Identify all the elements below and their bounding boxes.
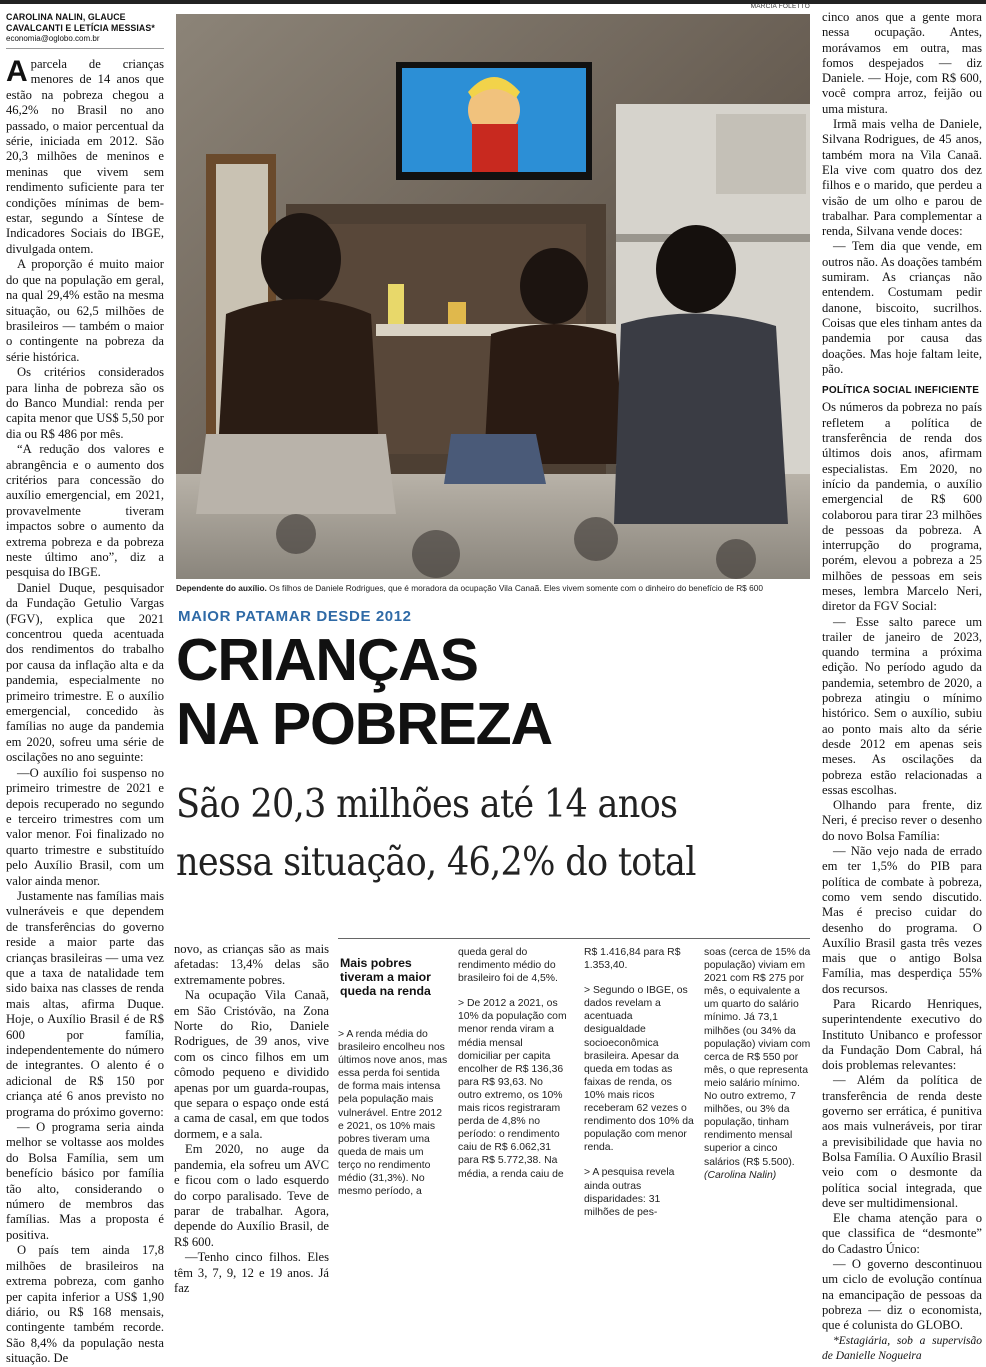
sidebar-item: > De 2012 a 2021, os 10% da população com menor renda viram a média mensal domiciliar per capita encolher de R$ 136,36 para R$ 93,63. No outro extremo, os 10% mais ricos registraram perda de 4,8% no período: o rendimento caiu de R$ 6.062,31 para R$ 5.772,38. Na média, a renda caiu de (458, 998, 567, 1180)
paragraph: — Esse salto parece um trailer de janeiro de 2023, quando termina a próxima edição. No período agudo da pandemia, setembro de 2020, a pobreza atingiu o mínimo histórico. Sem o auxílio, subiu ao ponto mais alto da série desde 2012 em apenas seis meses. As oscilações da pobreza estão relacionadas a essas escolhas. (822, 614, 982, 797)
caption-text: Os filhos de Daniele Rodrigues, que é moradora da ocupação Vila Canaã. Eles vivem somente com o dinheiro do benefício de R$ 600 (269, 583, 763, 593)
left-column (6, 12, 164, 1367)
right-column (822, 10, 982, 1364)
sidebar-item: soas (cerca de 15% da população) viviam em 2021 com R$ 275 por mês, o equivalente a um quarto do salário mínimo. Já 73,1 milhões (ou 34% da população) viviam com cerca de R$ 550 por mês, o que representa meio salário mínimo. No outro extremo, 7 milhões, ou 3% da população, tinham rendimento mensal superior a cinco salários (R$ 5.500). (Carolina Nalin) (704, 947, 811, 1181)
middle-column (174, 942, 329, 1296)
headline-line-2: NA POBREZA (176, 691, 552, 757)
paragraph: —O auxílio foi suspenso no primeiro trimestre de 2021 e depois recuperado no segundo e terceiro trimestres com um valor menor. Foi finalizado no quarto trimestre e substituído pelo Auxílio Brasil, com um valor ainda menor. (6, 765, 164, 888)
section-title: POLÍTICA SOCIAL INEFICIENTE (822, 385, 980, 397)
photo-credit: MARCIA FOLETTO (750, 3, 810, 10)
sidebar-title: Mais pobres tiveram a maior queda na renda (340, 956, 431, 998)
sidebar-item: queda geral do rendimento médio do brasileiro foi de 4,5%. (458, 947, 558, 985)
caption-lead: Dependente do auxílio. (176, 583, 267, 593)
sidebar-item: R$ 1.416,84 para R$ 1.353,40. (584, 947, 681, 972)
paragraph: Ele chama atenção para o que classifica de “desmonte” do Cadastro Único: (822, 1211, 982, 1256)
article-photo (176, 14, 810, 579)
sidebar-col-3 (584, 946, 694, 1231)
paragraph: cinco anos que a gente mora nessa ocupação. Antes, morávamos em outra, mas fomos despejados — diz Daniele. — Hoje, com R$ 600, você compra arroz, feijão ou uma mistura. (822, 10, 982, 116)
sidebar-item: > A pesquisa revela ainda outras disparidades: 31 milhões de pes- (584, 1167, 675, 1218)
paragraph: — Além da política de transferência de renda deste governo ser errática, é punitiva aos mais vulneráveis, por tirar a previsibilidade que havia no Bolsa Família. O Auxílio Brasil veio com o desmonte da política social integrada, que deve ser multidimensional. (822, 1073, 982, 1210)
photo-caption (176, 583, 810, 593)
sidebar-item: > A renda média do brasileiro encolheu nos últimos nove anos, mas essa perda foi sentida de forma mais intensa pela população mais vulnerável. Entre 2012 e 2021, os 10% mais pobres tiveram uma queda de mais um terço no rendimento médio (31,3%). No mesmo período, a (338, 1029, 448, 1198)
paragraph: O país tem ainda 17,8 milhões de brasileiros na extrema pobreza, com ganho per capita inferior a US$ 1,90 diário, ou R$ 168 mensais, contingente também recorde. São 8,4% da população nesta situação. De (6, 1243, 164, 1366)
paragraph: Em 2020, no auge da pandemia, ela sofreu um AVC e ficou com o lado esquerdo do corpo paralisado. Teve de parar de trabalhar. Agora, depende do Auxílio Brasil, de R$ 600. (174, 1142, 329, 1249)
paragraph: A proporção é muito maior do que na população em geral, na qual 29,4% estão na mesma situação, ou 62,5 milhões de brasileiros — também o maior o contingente na pobreza da série histórica. (6, 257, 164, 364)
paragraph: — Não vejo nada de errado em ter 1,5% do PIB para política de combate à pobreza, como vem sendo discutido. Mas é preciso cuidar do desenho do programa. O Auxílio Brasil gasta três vezes mais que o antigo Bolsa Família, mas desperdiça 55% dos recursos. (822, 844, 982, 996)
paragraph: — Tem dia que vende, em outros não. As doações também sumiram. As crianças não entendem. Costumam pedir danone, biscoito, sucrilhos. Coisas que eles tinham antes da pandemia por causa das doações. Mas hoje faltam leite, pão. (822, 239, 982, 376)
subhead-line-1: São 20,3 milhões até 14 anos (176, 782, 678, 827)
sidebar-signature: (Carolina Nalin) (704, 1169, 777, 1181)
headline-line-1: CRIANÇAS (176, 627, 478, 693)
headline (176, 628, 816, 756)
photo-illustration (176, 14, 810, 579)
byline-rule (6, 48, 164, 49)
paragraph: Daniel Duque, pesquisador da Fundação Getulio Vargas (FGV), explica que 2021 concentrou queda acentuada dos rendimentos do trabalho por causa da inflação alta e da pandemia, especialmente no primeiro trimestre. E o auxílio emergencial, concedido às famílias no auge da pandemia em 2020, sofreu uma série de oscilações no ano seguinte: (6, 580, 164, 765)
sidebar-col-2 (458, 946, 568, 1193)
paragraph: Os critérios considerados para linha de pobreza são os do Banco Mundial: renda per capita menor que US$ 5,50 por dia ou R$ 486 por mês. (6, 365, 164, 441)
paragraph: — O governo descontinuou um ciclo de evolução contínua na emancipação de pessoas da pobreza — diz o economista, que é colunista do GLOBO. (822, 1257, 982, 1333)
byline: CAROLINA NALIN, GLAUCE CAVALCANTI E LETÍCIA MESSIAS* (6, 12, 155, 33)
paragraph: — O programa seria ainda melhor se voltasse aos moldes do Bolsa Família, sem um benefício básico por família tão alto, considerando o número de membros das famílias. Mas a proposta é positiva. (6, 1120, 164, 1242)
subhead-line-2: nessa situação, 46,2% do total (176, 840, 696, 885)
top-bar (0, 0, 986, 4)
sidebar-item: > Segundo o IBGE, os dados revelam a acentuada desigualdade socioeconômica brasileira. Apesar da queda em todas as faixas de renda, os 10% mais ricos receberam 62 vezes o rendimento dos 10% da população com menor renda. (584, 985, 694, 1154)
author-email[interactable]: economia@oglobo.com.br (6, 34, 100, 43)
paragraph: novo, as crianças são as mais afetadas: 13,4% delas são extremamente pobres. (174, 942, 329, 987)
paragraph: Irmã mais velha de Daniele, Silvana Rodrigues, de 45 anos, também mora na Vila Canaã. Ela vive com quatro dos dez filhos e o marido, que perdeu a visão de um olho e parou de trabalhar. Para complementar a renda, Silvana vende doces: (822, 117, 982, 239)
paragraph: Para Ricardo Henriques, superintendente executivo do Instituto Unibanco e professor da Fundação Dom Cabral, há dois problemas relevantes: (822, 997, 982, 1073)
subhead (176, 776, 752, 892)
kicker: MAIOR PATAMAR DESDE 2012 (178, 608, 412, 625)
sidebar-col-1 (338, 1028, 448, 1210)
sidebar-rule (338, 938, 810, 939)
paragraph: Olhando para frente, diz Neri, é preciso rever o desenho do novo Bolsa Família: (822, 798, 982, 843)
paragraph: “A redução dos valores e abrangência e o aumento dos critérios para concessão do auxílio emergencial, em 2021, provavelmente tiveram impactos sobre o aumento da extrema pobreza e da pobreza neste último ano”, diz a pesquisa do IBGE. (6, 442, 164, 580)
footnote: *Estagiária, sob a supervisão de Danielle Nogueira (822, 1334, 982, 1362)
paragraph: Os números da pobreza no país refletem a política de transferência de renda dos últimos dois anos, afirmam especialistas. Em 2020, no início da pandemia, o auxílio emergencial de R$ 600 colaborou para tirar 23 milhões de pessoas da pobreza. A interrupção do programa, porém, elevou a pobreza a 25 milhões de pessoas em seis meses, lembra Marcelo Neri, diretor da FGV Social: (822, 400, 982, 614)
paragraph: Justamente nas famílias mais vulneráveis e que dependem de transferências do governo reside a maior parte das crianças brasileiras — uma vez que a taxa de natalidade tem sido baixa nas classes de renda mais altas, afirma Duque. Hoje, o Auxílio Brasil é de R$ 600 por família, independentemente do número de integrantes. O alento é o adicional de R$ 150 por criança até 6 anos previsto no programa do próximo governo: (6, 888, 164, 1119)
sidebar-col-4 (704, 946, 814, 1194)
lead-paragraph: Aparcela de crianças menores de 14 anos que estão na pobreza chegou a 46,2% no Brasil no ano passado, o maior percentual da série, iniciada em 2012. São 20,3 milhões de meninos e meninas que vivem sem rendimento suficiente para ter condições mínimas de bem-estar, segundo a Síntese de Indicadores Sociais do IBGE, divulgada ontem. (6, 55, 164, 256)
paragraph: —Tenho cinco filhos. Eles têm 3, 7, 9, 12 e 19 anos. Já faz (174, 1250, 329, 1295)
dropcap: A (6, 55, 28, 88)
top-bar-mark (440, 0, 500, 4)
sidebar-box (338, 938, 810, 1234)
paragraph: Na ocupação Vila Canaã, em São Cristóvão, na Zona Norte do Rio, Daniele Rodrigues, de 39 anos, vive com os cinco filhos em um cômodo pequeno e dividido apenas por um guarda-roupas, que separa o espaço onde está a cama de casal, em que todos dormem, e a sala. (174, 988, 329, 1141)
